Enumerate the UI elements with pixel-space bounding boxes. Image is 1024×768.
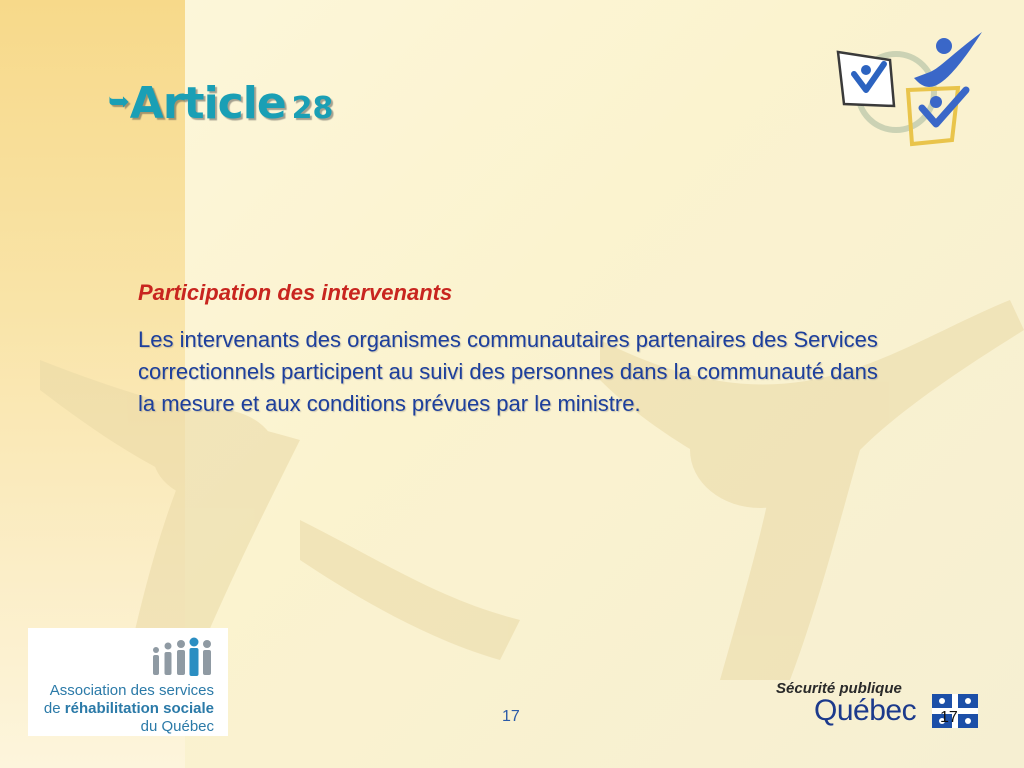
asrsq-people-logo bbox=[150, 634, 214, 678]
asrsq-line-2-prefix: de bbox=[43, 700, 65, 717]
asrsq-line-3: du Québec bbox=[140, 718, 214, 735]
slide-title bbox=[108, 78, 333, 129]
slide-body: Les intervenants des organismes communautaires partenaires des Services correctionnels participent au suivi des personnes dans la communauté dans la mesure et aux conditions prévues par le ministre. bbox=[138, 327, 878, 416]
slide-number: 17 bbox=[502, 708, 520, 725]
asrsq-line-2-bold: réhabilitation sociale bbox=[64, 700, 214, 717]
arrow-bullet-icon: ➥ bbox=[108, 87, 130, 117]
title-number: 28 bbox=[291, 91, 334, 126]
asrsq-line-2 bbox=[44, 700, 214, 717]
slide-number-overlay: 17 bbox=[940, 709, 958, 726]
asrsq-logo-block bbox=[28, 628, 228, 736]
sp-line-1: Sécurité publique bbox=[776, 680, 902, 697]
checkmark-figures-logo bbox=[832, 24, 992, 152]
sp-line-2: Québec bbox=[814, 694, 917, 727]
title-word: Article bbox=[129, 78, 286, 129]
asrsq-line-1: Association des services bbox=[49, 682, 214, 699]
slide-subtitle: Participation des intervenants bbox=[138, 280, 453, 305]
